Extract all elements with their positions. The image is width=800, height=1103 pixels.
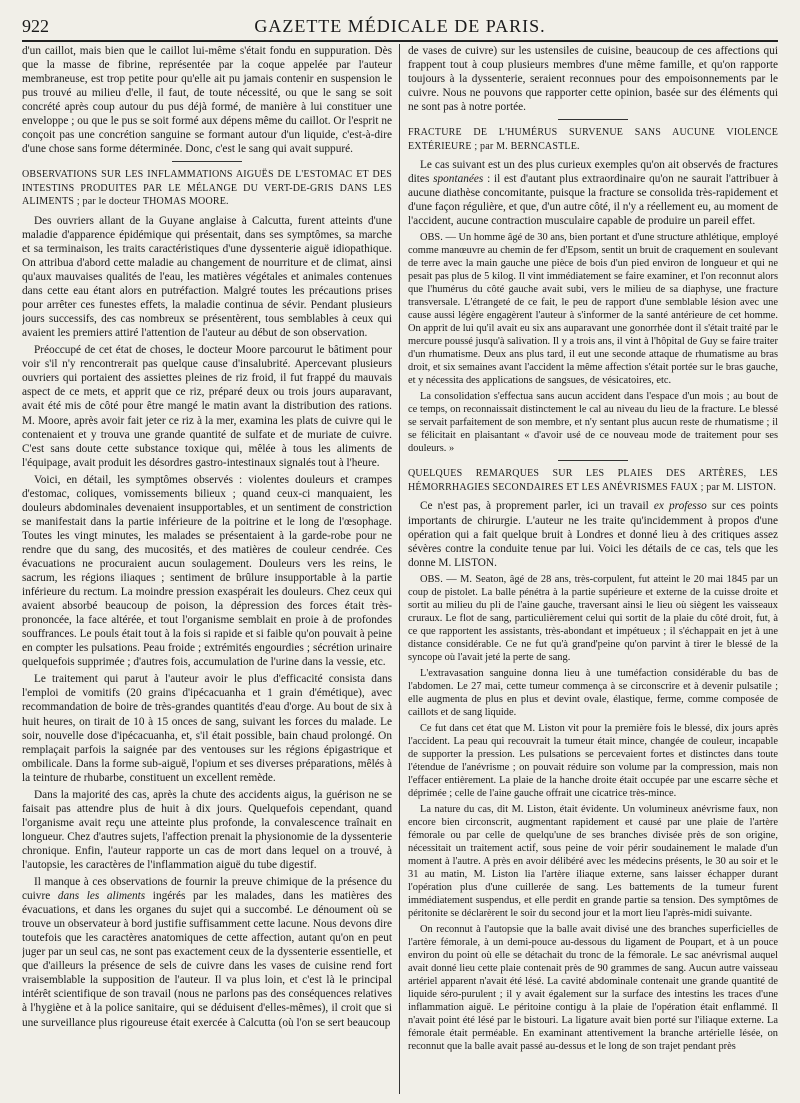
right-column [408, 44, 778, 1094]
paragraph [22, 875, 392, 1030]
emphasis: dans les aliments [57, 890, 146, 903]
column-rule [399, 44, 400, 1094]
page-number: 922 [22, 16, 49, 36]
newspaper-page [22, 14, 778, 1094]
article-heading-liston: QUELQUES REMARQUES SUR LES PLAIES DES ARTÈRES, LES HÉMORRHAGIES SECONDAIRES ET LES ANÉVRISMES FAUX ; par M. LISTON. [408, 468, 778, 493]
paragraph: d'un caillot, mais bien que le caillot lui-même s'était fondu en suppuration. Dès que la masse de fibrine, représentée par la coque appelée par l'auteur membraneuse, est trop petite pour qu'elle ait pu jamais contenir en suspension le pus trouvé au milieu d'elle, il faut, de toute nécessité, ou que le sang se soit concrété après coup autour du pus déjà formé, de manière à lui constituer une enveloppe ; ou que le pus se soit formé aux dépens même du caillot. Or l'esprit ne conçoit pas une concrétion sanguine se formant autour d'un liquide, c'est-à-dire d'une chose sans forme déterminée. Donc, c'est le sang qui avait suppuré. [22, 45, 392, 156]
paragraph: Des ouvriers allant de la Guyane anglaise à Calcutta, furent atteints d'une maladie d'apparence épidémique qui présentait, dans ses symptômes, sa marche et sa terminaison, les traits caractéristiques d'une dyssenterie aiguë idiopathique. On attribua d'abord cette maladie au changement de nourriture et de climat, ainsi qu'aux mauvaises qualités de l'eau, les matières végétales et animales contenues dans cette eau étant alors en putréfaction. Malgré toutes les précautions prises pour arrêter ces funestes effets, la maladie continua de sévir. Pendant plusieurs jours successifs, des cas nombreux se présentèrent, tous semblables à ceux qui avaient les premiers attiré l'attention de l'auteur au début de son observation. [22, 214, 392, 340]
observation-paragraph: OBS. — Un homme âgé de 30 ans, bien portant et d'une structure athlétique, employé comme manœuvre au chemin de fer d'Epsom, sentit un bruit de craquement en soulevant de terre avec la main gauche une pièce de bois d'un pied environ de longueur et qui ne pesait pas plus de 5 kilog. Il vint immédiatement se faire examiner, et l'on reconnut alors que l'humérus du côté gauche avait subi, vers le milieu de sa diaphyse, une fracture transversale. L'étrangeté de ce fait, le peu de rapport d'une semblable lésion avec une cause aussi légère engagèrent l'auteur à s'informer de la santé antérieure de cet homme. On apprit de lui qu'il avait eu six ans auparavant une gonorrhée dont il s'était traité par le mercure poussé jusqu'à salivation. Il y a trois ans, il vint à l'hôpital de Guy se faire traiter d'un rhumatisme. Deux ans plus tard, il eut une seconde attaque de rhumatisme au bras droit, et six semaines avant l'accident la même affection s'était portée sur le bras gauche, et y nécessita des applications de sangsues, de vésicatoires, etc. [408, 232, 778, 387]
paragraph: Le traitement qui parut à l'auteur avoir le plus d'efficacité consista dans l'emploi de vomitifs (20 grains d'ipécacuanha et 1 grain d'émétique), avec recommandation de boire de très-grandes quantités d'eau d'orge. Au bout de six à huit heures, on tirait de 10 à 15 onces de sang, suivant les forces du malade. Le soir, nouvelle dose d'ipécacuanha, et, s'il était possible, bain chaud prolongé. On remplaçait parfois la saignée par des ventouses sur les régions épigastrique et ombilicale. Dans la forme sub-aiguë, l'opium et ses diverses préparations, mêlés à la teinture de rhubarbe, constituent un excellent remède. [22, 673, 392, 784]
paragraph: Dans la majorité des cas, après la chute des accidents aigus, la guérison ne se faisait pas attendre plus de huit à dix jours. Quelquefois cependant, quand l'organisme avait reçu une atteinte plus profonde, la convalescence traînait en longueur. Chez d'autres sujets, l'affection prenait la physionomie de la dyssenterie chronique. Enfin, l'auteur rapporte un cas de mort dans lequel on a trouvé, à l'autopsie, les caractères de l'inflammation aiguë du tube digestif. [22, 788, 392, 871]
text-run: sur ces points importants de chirurgie. L'auteur ne les traite qu'incidemment à propos d'une opération qui a fait quelque bruit à Londres et donné lieu à des critiques assez sévères contre la conduite tenue par lui. Voici les détails de ce cas, tels que les donne M. LISTON. [408, 500, 778, 569]
running-title: GAZETTE MÉDICALE DE PARIS. [254, 16, 546, 36]
article-heading-berncastle: FRACTURE DE L'HUMÉRUS SURVENUE SANS AUCUNE VIOLENCE EXTÉRIEURE ; par M. BERNCASTLE. [408, 127, 778, 152]
paragraph: Ce fut dans cet état que M. Liston vit pour la première fois le blessé, dix jours après l'accident. La peau qui recouvrait la tumeur était mince, changée de couleur, incapable de supporter la pression. Les pulsations se percevaient fortes et distinctes dans toute l'étendue de l'anévrisme ; on pouvait réduire son volume par la compression, mais non l'effacer entièrement. La plaie de la hanche droite était occupée par une escarre sèche et déprimée ; celle de l'aine gauche offrait une cicatrice très-mince. [408, 722, 778, 799]
text-run: ingérés par les malades, dans les matières des évacuations, et dans les organes du sujet qui a succombé. Le dénoument où se trouve un observateur à bord justifie suffisamment cette lacune. Nous devons dire toutefois que les caractères anatomiques de cette affection, autant qu'on en peut juger par un seul cas, ne sont pas exactement ceux de la dyssenterie essentielle, et que d'ailleurs la présence de sels de cuivre dans les vases de cuisine rend fort vraisemblable la supposition de l'auteur. Il va plus loin, et c'est là le principal intérêt scientifique de son travail (nous ne parlons pas des conséquences relatives à l'hygiène et à la police sanitaire, qui se déduisent d'elles-mêmes), il croit que si une surveillance plus rigoureuse était exercée à Calcutta (où l'on se sert beaucoup [22, 890, 392, 1029]
paragraph [408, 158, 778, 228]
text-run: Ce n'est pas, à proprement parler, ici un travail [420, 500, 654, 513]
paragraph: La consolidation s'effectua sans aucun accident dans l'espace d'un mois ; au bout de ce temps, on reconnaissait distinctement le cal au niveau du lieu de la fracture. Le blessé se servait parfaitement de son membre, et n'y sentant plus aucun reste de rhumatisme ; il se félicitait en plaisantant « d'avoir usé de ce nouveau mode de traitement pour ses douleurs. » [408, 391, 778, 455]
left-column [22, 44, 392, 1094]
observation-paragraph: OBS. — M. Seaton, âgé de 28 ans, très-corpulent, fut atteint le 20 mai 1845 par un coup de pistolet. La balle pénétra à la partie supérieure et externe de la cuisse droite et sortit au milieu du pli de l'aine gauche, traversant ainsi le lieu où siègent les vaisseaux cruraux. Le flot de sang, particulièrement celui qui sortit de la plaie du côté droit, fut, à ce que rapportent les assistants, très-abondant et impétueux ; il s'échappait en jet à une distance considérable. Ce ne fut qu'à grand'peine qu'on parvint à tirer le blessé de la syncope où l'avait jeté la perte de sang. [408, 573, 778, 663]
section-divider [558, 119, 628, 120]
section-divider [172, 161, 242, 162]
paragraph: Préoccupé de cet état de choses, le docteur Moore parcourut le bâtiment pour voir s'il n'y rencontrerait pas quelque cause d'insalubrité. Apercevant plusieurs ouvriers qui portaient des assiettes pleines de riz froid, il fut frappé du mauvais aspect de ce mets, et apprit que ce riz, préparé deux ou trois jours auparavant, avait été mis de côté pour être mangé le matin avant la distribution des rations. M. Moore, après avoir fait jeter ce riz à la mer, examina les plats de cuivre qui le contenaient et y trouva une grande quantité de sulfate et de muriate de cuivre. C'est sans doute cette substance toxique qui, mêlée à tous les aliments de l'équipage, avait produit les désordres gastro-intestinaux signalés tout à l'heure. [22, 344, 392, 469]
paragraph: On reconnut à l'autopsie que la balle avait divisé une des branches superficielles de l'artère fémorale, à un demi-pouce au-dessous du ligament de Poupart, et à un pouce environ du point où elle se détachait du tronc de la fémorale. Le sac anévrismal auquel avait donné lieu cette plaie contenait près de 90 grammes de sang. Aucun autre vaisseau artériel apparent n'avait été lésé. La cavité abdominale contenait une grande quantité de liquide séro-purulent ; il y avait également sur la surface des intestins les traces d'une inflammation aiguë. Le péritoine contigu à la plaie de l'opération était enflammé. Il n'avait point été lésé par le bistouri. La ligature avait bien porté sur l'iliaque externe. La fémorale était perméable. En examinant attentivement la branche artérielle lésée, on reconnut que la balle avait passé au-dessus et le long de son trajet pendant près [408, 923, 778, 1052]
emphasis: spontanées [433, 173, 484, 186]
emphasis: ex professo [653, 500, 707, 513]
columns [22, 44, 778, 1094]
paragraph: Voici, en détail, les symptômes observés : violentes douleurs et crampes d'estomac, coliques, vomissements bilieux ; quand ceux-ci manquaient, les douleurs abdominales devenaient insupportables, et un sentiment de constriction se manifestait dans la partie inférieure de la poitrine et le long de l'œsophage. Toutes les vingt minutes, les malades se présentaient à la garde-robe pour ne rendre que du sang, des mucosités, et des matières de couleur cendrée. Ces évacuations ne procuraient aucun soulagement. Douleurs vers les reins, le sacrum, les régions iliaques ; sentiment de brûlure insupportable à la partie inférieure du rectum. La moindre pression exaspérait les douleurs. Chez ceux qui avaient absorbé beaucoup de poison, la dépression des forces était très-prononcée, la face altérée, et tout l'organisme semblait en proie à de profondes souffrances. Le pouls était tout à la fois si rapide et si faible qu'on pouvait à peine en compter les pulsations. Peau froide ; extrémités engourdies ; sécrétion urinaire quelquefois supprimée ; d'autres fois, accumulation de l'urine dans la vessie, etc. [22, 473, 392, 669]
paragraph [408, 499, 778, 569]
text-run: : il est d'autant plus extraordinaire qu'on ne saurait l'attribuer à aucune diathèse concomitante, puisque la fracture se consolida très-rapidement et d'une façon régulière, et que, d'un autre côté, il n'y a réellement eu, au moment de l'accident, aucune contraction musculaire capable de produire un pareil effet. [408, 173, 778, 228]
article-heading-moore: OBSERVATIONS SUR LES INFLAMMATIONS AIGUËS DE L'ESTOMAC ET DES INTESTINS PRODUITES PAR LE MÉLANGE DU VERT-DE-GRIS DANS LES ALIMENTS ; par le docteur THOMAS MOORE. [22, 169, 392, 208]
section-divider [558, 460, 628, 461]
text-run: Le cas suivant est un des plus curieux exemples qu'on ait observés de fractures dites [408, 159, 778, 186]
paragraph: La nature du cas, dit M. Liston, était évidente. Un volumineux anévrisme faux, non encore bien circonscrit, augmentant rapidement et causé par une plaie de l'artère fémorale ou par celle de quelqu'une de ses branches divisée près de son origine, nécessitait un traitement actif, sous peine de voir périr soudainement le malade d'un moment à l'autre. A près en avoir délibéré avec les médecins présents, le 30 au soir et le 31 au matin, M. Liston lia l'artère iliaque externe, sans laisser échapper durant l'opération plus d'une cuillerée de sang. Les battements de la tumeur furent immédiatement suspendus, et elle perdit en grande partie sa tension. Des symptômes de péritonite se déclarèrent le soir du second jour et la mort lieu l'après-midi suivante. [408, 803, 778, 919]
paragraph: de vases de cuivre) sur les ustensiles de cuisine, beaucoup de ces affections qui frappent tout à coup plusieurs membres d'une même famille, et qu'on rapporte toujours à la dyssenterie, seraient reconnues pour des empoisonnements par le cuivre. Nous ne pouvons que rapporter cette opinion, basée sur des éléments qui ne sont pas à notre portée. [408, 45, 778, 114]
page-header [22, 14, 778, 42]
text-run: Il manque à ces observations de fournir la preuve chimique de la présence du cuivre [22, 876, 392, 903]
paragraph: L'extravasation sanguine donna lieu à une tuméfaction considérable du bas de l'abdomen. Le 27 mai, cette tumeur commença à se circonscrire et à devenir pulsatile ; elle augmenta de plus en plus et devint ovale, élastique, ferme, comme composée de caillots et de sang liquide. [408, 667, 778, 718]
